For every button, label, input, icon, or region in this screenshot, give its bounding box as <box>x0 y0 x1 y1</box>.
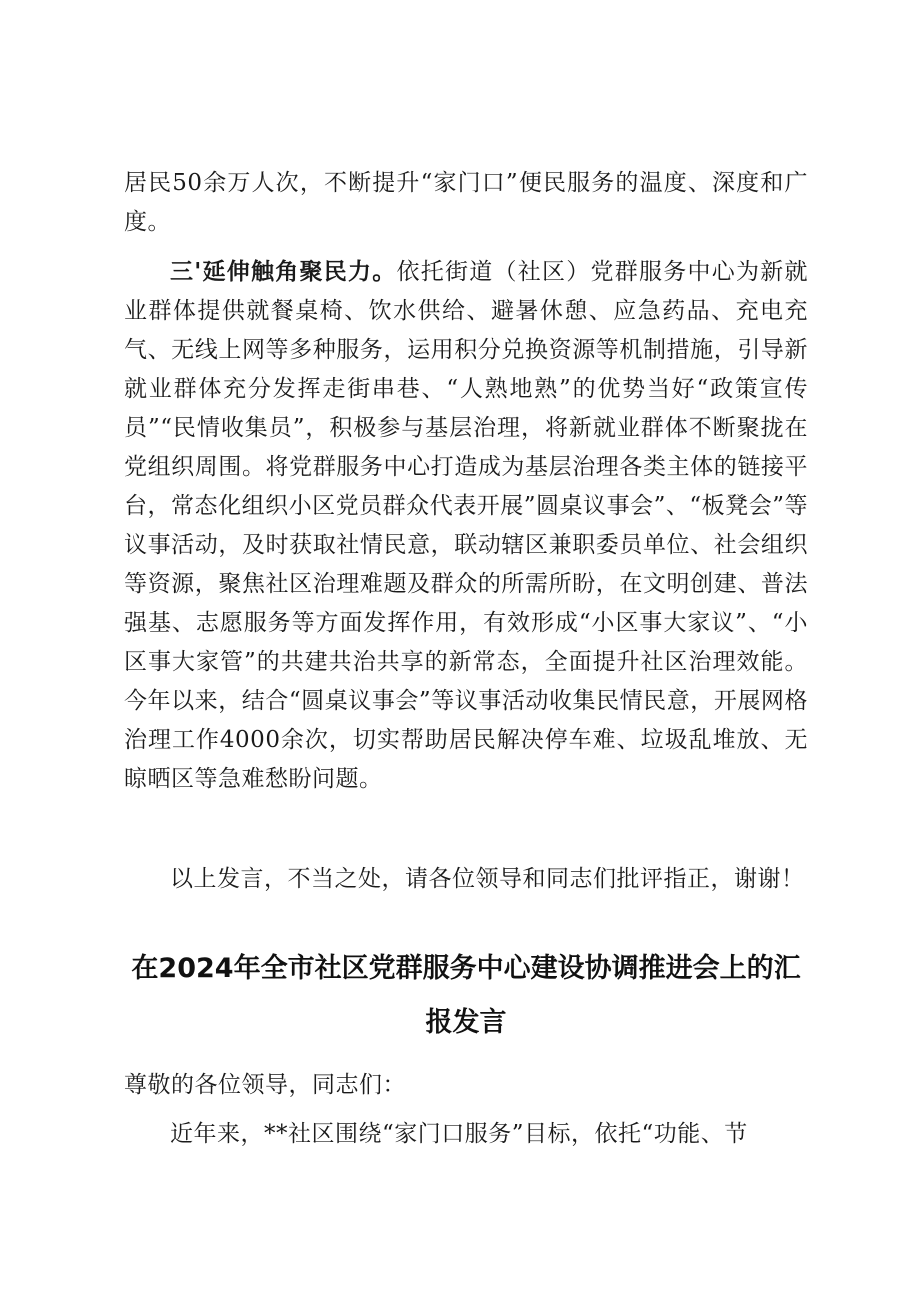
document-title: 在2024年全市社区党群服务中心建设协调推进会上的汇报发言 <box>131 953 801 1038</box>
paragraph-section-three <box>124 252 808 799</box>
section-three-heading: 三'延伸触角聚民力。 <box>170 258 397 285</box>
salutation: 尊敬的各位领导，同志们： <box>124 1072 406 1098</box>
paragraph-intro: 近年来，**社区围绕“家门口服务”目标，依托“功能、节 <box>170 1121 748 1147</box>
paragraph-closing: 以上发言，不当之处，请各位领导和同志们批评指正，谢谢！ <box>170 866 805 892</box>
section-three-body: 依托街道（社区）党群服务中心为新就业群体提供就餐桌椅、饮水供给、避暑休憩、应急药品、充电充气、无线上网等多种服务，运用积分兑换资源等机制措施，引导新就业群体充分发挥走街串巷、“人熟地熟”的优势当好“政策宣传员”“民情收集员”，积极参与基层治理，将新就业群体不断聚拢在党组织周围。将党群服务中心打造成为基层治理各类主体的链接平台，常态化组织小区党员群众代表开展”圆桌议事会”、“板凳会”等议事活动，及时获取社情民意，联动辖区兼职委员单位、社会组织等资源，聚焦社区治理难题及群众的所需所盼，在文明创建、普法强基、志愿服务等方面发挥作用，有效形成“小区事大家议”、“小区事大家管”的共建共治共享的新常态，全面提升社区治理效能。今年以来，结合“圆桌议事会”等议事活动收集民情民意，开展网格治理工作4000余次，切实帮助居民解决停车难、垃圾乱堆放、无晾晒区等急难愁盼问题。 <box>124 259 809 792</box>
paragraph-continuation: 居民50余万人次，不断提升“家门口”便民服务的温度、深度和广度。 <box>124 170 808 235</box>
